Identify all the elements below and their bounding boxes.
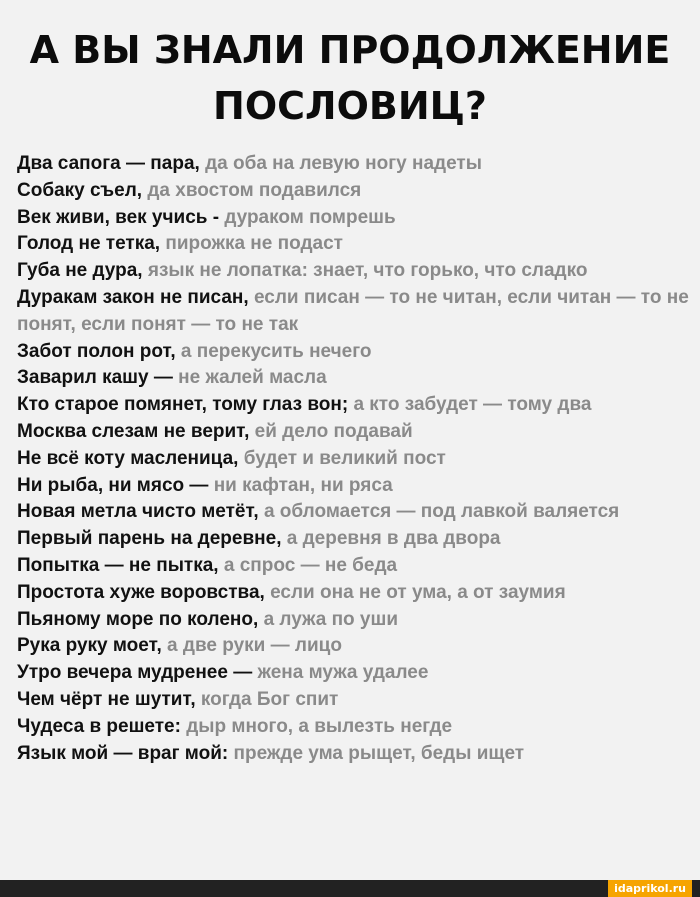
proverb-continuation: ей дело подавай: [254, 420, 413, 442]
proverb-item: [17, 607, 689, 634]
proverb-continuation: а лужа по уши: [263, 608, 399, 630]
proverb-continuation: дураком помрешь: [224, 206, 396, 228]
proverb-item: [17, 473, 689, 500]
proverb-item: [17, 419, 689, 446]
proverb-item: [17, 205, 689, 232]
proverb-start: Не всё коту масленица,: [17, 447, 239, 469]
proverb-start: Чем чёрт не шутит,: [17, 688, 196, 710]
title-line-2: ПОСЛОВИЦ?: [213, 84, 487, 128]
proverb-item: [17, 392, 689, 419]
proverb-continuation: а обломается — под лавкой валяется: [263, 501, 620, 523]
proverb-item: [17, 714, 689, 741]
proverb-list: [17, 151, 689, 767]
proverb-start: Язык мой — враг мой:: [17, 742, 229, 764]
proverb-start: Заварил кашу —: [17, 367, 173, 389]
proverb-continuation: а перекусить нечего: [180, 340, 372, 362]
proverb-start: Первый парень на деревне,: [17, 528, 282, 550]
proverb-continuation: пирожка не подаст: [165, 233, 343, 255]
proverb-item: [17, 231, 689, 258]
proverb-item: [17, 285, 689, 339]
proverb-item: [17, 499, 689, 526]
watermark-link[interactable]: idaprikol.ru: [608, 880, 692, 897]
proverb-start: Дуракам закон не писан,: [17, 286, 249, 308]
proverb-continuation: а деревня в два двора: [286, 528, 501, 550]
proverb-start: Пьяному море по колено,: [17, 608, 259, 630]
proverb-item: [17, 687, 689, 714]
proverb-continuation: а две руки — лицо: [167, 635, 342, 657]
proverb-continuation: ни кафтан, ни ряса: [213, 474, 393, 496]
proverb-start: Кто старое помянет, тому глаз вон;: [17, 394, 349, 416]
proverb-item: [17, 339, 689, 366]
proverb-continuation: будет и великий пост: [243, 447, 446, 469]
proverb-start: Попытка — не пытка,: [17, 554, 219, 576]
proverb-continuation: язык не лопатка: знает, что горько, что сладко: [147, 260, 588, 282]
proverb-item: [17, 553, 689, 580]
proverb-start: Собаку съел,: [17, 179, 143, 201]
proverb-continuation: жена мужа удалее: [257, 662, 429, 684]
page-title: [0, 22, 700, 134]
proverb-start: Чудеса в решете:: [17, 715, 181, 737]
proverb-continuation: а кто забудет — тому два: [353, 394, 592, 416]
proverb-item: [17, 258, 689, 285]
proverb-continuation: если писан — то не читан, если читан — то не понят, если понят — то не так: [17, 286, 689, 335]
proverb-start: Утро вечера мудренее —: [17, 662, 253, 684]
proverb-continuation: прежде ума рыщет, беды ищет: [233, 742, 525, 764]
proverb-item: [17, 660, 689, 687]
proverb-continuation: если она не от ума, а от заумия: [270, 581, 566, 603]
proverb-item: [17, 365, 689, 392]
proverb-start: Век живи, век учись -: [17, 206, 220, 228]
proverb-item: [17, 633, 689, 660]
proverb-start: Москва слезам не верит,: [17, 420, 250, 442]
proverb-start: Голод не тетка,: [17, 233, 161, 255]
footer-bar: [0, 880, 700, 897]
proverb-item: [17, 580, 689, 607]
proverb-continuation: а спрос — не беда: [223, 554, 398, 576]
proverb-start: Губа не дура,: [17, 260, 143, 282]
proverb-item: [17, 178, 689, 205]
proverb-item: [17, 526, 689, 553]
proverb-start: Простота хуже воровства,: [17, 581, 265, 603]
proverb-start: Ни рыба, ни мясо —: [17, 474, 209, 496]
proverb-start: Новая метла чисто метёт,: [17, 501, 259, 523]
proverb-continuation: не жалей масла: [178, 367, 327, 389]
proverb-continuation: да хвостом подавился: [147, 179, 362, 201]
proverb-start: Рука руку моет,: [17, 635, 162, 657]
proverb-continuation: когда Бог спит: [200, 688, 339, 710]
title-line-1: А ВЫ ЗНАЛИ ПРОДОЛЖЕНИЕ: [29, 28, 671, 72]
proverb-item: [17, 151, 689, 178]
proverb-continuation: дыр много, а вылезть негде: [186, 715, 453, 737]
proverb-continuation: да оба на левую ногу надеты: [205, 153, 482, 174]
proverb-item: [17, 741, 689, 768]
proverb-start: Забот полон рот,: [17, 340, 176, 362]
proverb-item: [17, 446, 689, 473]
proverb-start: Два сапога — пара,: [17, 153, 200, 174]
